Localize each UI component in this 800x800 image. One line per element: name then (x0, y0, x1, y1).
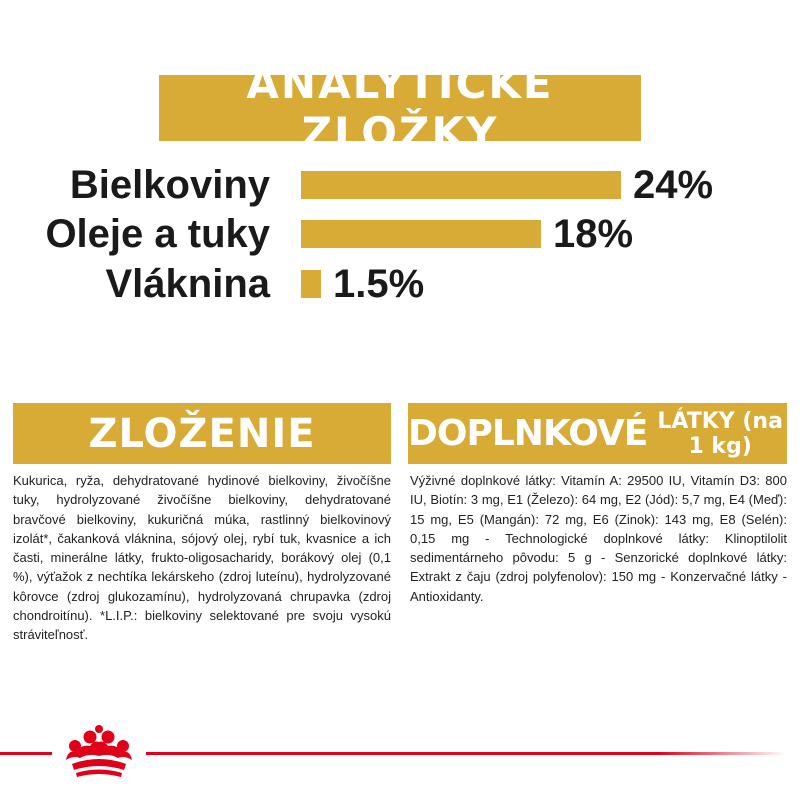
nutrient-bar (301, 171, 621, 199)
footer-line-left (0, 752, 52, 755)
supplements-title-main: DOPLNKOVÉ (408, 413, 648, 454)
nutrient-label: Vláknina (105, 262, 270, 306)
nutrient-value: 18% (553, 212, 634, 256)
supplements-title-banner (408, 403, 787, 464)
footer-line-right (146, 752, 786, 755)
composition-text: Kukurica, ryža, dehydratované hydinové bielkoviny, živočíšne tuky, hydrolyzované živočíšne bielkoviny, dehydratované bravčové bielkoviny, kukuričná múka, rastlinný bielkovinový izolát*, čakanková vláknina, sójový olej, rybí tuk, kvasnice a ich časti, minerálne látky, frukto-oligosacharidy, borákový olej (0,1 %), výťažok z nechtíka lekárskeho (zdroj luteínu), hydrolyzované kôrovce (zdroj glukozamínu), hydrolyzovaná chrupavka (zdroj chondroitínu). *L.I.P.: bielkoviny selektované pre svoju vysokú stráviteľnosť. (13, 473, 391, 643)
crown-logo-icon (52, 722, 146, 780)
nutrient-value: 24% (633, 163, 714, 207)
analysis-title-banner (159, 59, 641, 157)
nutrient-bar (301, 220, 541, 248)
supplements-title-small: LÁTKY (na 1 kg) (657, 408, 783, 459)
composition-title: ZLOŽENIE (88, 410, 316, 457)
nutrient-value: 1.5% (333, 262, 425, 306)
nutrient-bar (301, 270, 321, 298)
nutrient-row-fat (0, 208, 800, 260)
supplements-text: Výživné doplnkové látky: Vitamín A: 29500 IU, Vitamín D3: 800 IU, Biotín: 3 mg, E1 (Železo): 64 mg, E2 (Jód): 5,7 mg, E4 (Meď): 15 mg, E5 (Mangán): 72 mg, E6 (Zinok): 143 mg, E8 (Selén): 0,15 mg - Technologické doplnkové látky: Klinoptilolit sedimentárneho pôvodu: 5 g - Senzorické doplnkové látky: Extrakt z čaju (zdroj polyfenolov): 150 mg - Konzervačné látky - Antioxidanty. (410, 473, 787, 604)
nutrient-label: Oleje a tuky (45, 212, 270, 256)
nutrient-row-fiber (0, 258, 800, 310)
nutrient-label: Bielkoviny (69, 163, 270, 207)
analysis-title: ANALYTICKÉ ZLOŽKY (246, 59, 554, 157)
composition-title-banner (13, 403, 391, 464)
nutrient-row-protein (0, 159, 800, 211)
